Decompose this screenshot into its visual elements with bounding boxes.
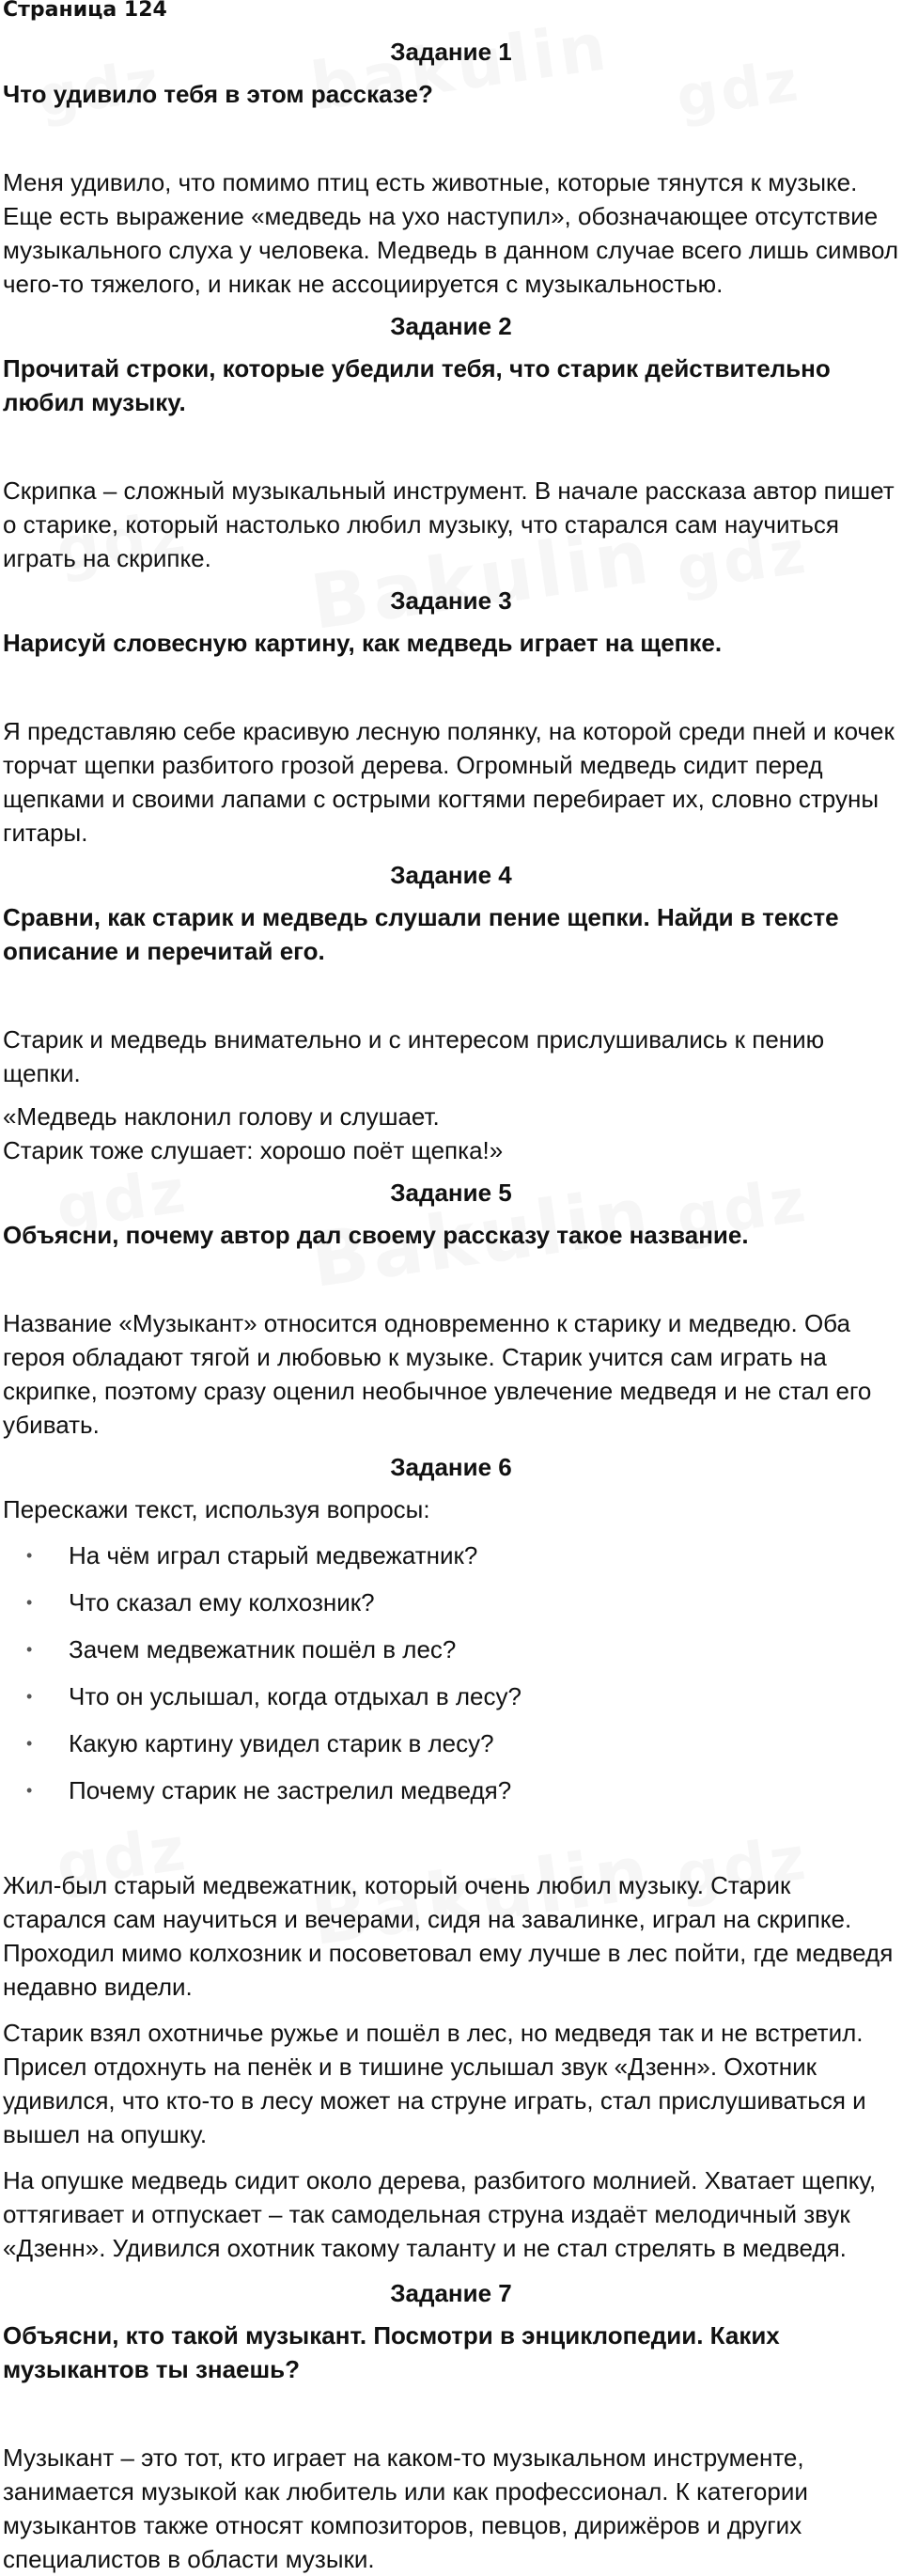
task-answer — [3, 1306, 899, 1442]
list-item: • Что сказал ему колхозник? — [3, 1579, 899, 1626]
retelling-paragraph: На опушке медведь сидит около дерева, разбитого молнией. Хватает щепку, оттягивает и отпускает – так самодельная струна издаёт мелодичный звук «Дзенн». Удивился охотник такому таланту и не стал стрелять в медведя. — [3, 2166, 877, 2262]
task-6 — [3, 1451, 899, 2265]
task-answer — [3, 474, 899, 575]
answer-paragraph: Музыкант – это тот, кто играет на каком-то музыкальном инструменте, занимается музыкой как любитель или как профессионал. К категории музыкантов также относят композиторов, певцов, дирижёров и других специалистов в области музыки. — [3, 2443, 808, 2573]
task-question: Прочитай строки, которые убедили тебя, что старик действительно любил музыку. — [3, 354, 831, 416]
task-title: Задание 4 — [390, 861, 512, 889]
quote-line: Старик тоже слушает: хорошо поёт щепка!» — [3, 1136, 504, 1164]
answer-paragraph: Название «Музыкант» относится одновременно к старику и медведю. Оба героя обладают тягой и любовью к музыке. Старик учится сам играть на скрипке, поэтому сразу оценил необычное увлечение медведя и не стал его убивать. — [3, 1309, 872, 1439]
task-title: Задание 3 — [390, 586, 512, 615]
list-item: • Что он услышал, когда отдыхал в лесу? — [3, 1673, 899, 1720]
task-title: Задание 1 — [390, 38, 512, 66]
task-question: Объясни, кто такой музыкант. Посмотри в энциклопедии. Каких музыкантов ты знаешь? — [3, 2321, 780, 2383]
task-answer — [3, 1023, 899, 1167]
task-title: Задание 5 — [390, 1179, 512, 1207]
task-4 — [3, 859, 899, 1167]
task-3 — [3, 585, 899, 850]
answer-paragraph: Я представляю себе красивую лесную полянку, на которой среди пней и кочек торчат щепки разбитого грозой дерева. Огромный медведь сидит перед щепками и своими лапами с острыми когтями перебирает их, словно струны гитары. — [3, 717, 895, 847]
task-question: Нарисуй словесную картину, как медведь играет на щепке. — [3, 629, 723, 657]
task-answer — [3, 2441, 899, 2576]
question-list — [3, 1532, 899, 1814]
task-question: Сравни, как старик и медведь слушали пение щепки. Найди в тексте описание и перечитай его. — [3, 903, 839, 965]
document-body — [3, 0, 899, 2576]
task-title: Задание 6 — [390, 1453, 512, 1481]
task-7 — [3, 2277, 899, 2576]
task-answer — [3, 165, 899, 301]
task-intro: Перескажи текст, используя вопросы: — [3, 1495, 430, 1523]
list-item: • Зачем медвежатник пошёл в лес? — [3, 1626, 899, 1673]
list-item: • На чём играл старый медвежатник? — [3, 1532, 899, 1579]
list-item: • Почему старик не застрелил медведя? — [3, 1767, 899, 1814]
task-answer — [3, 714, 899, 850]
answer-paragraph: Меня удивило, что помимо птиц есть животные, которые тянутся к музыке. Еще есть выражение «медведь на ухо наступил», обозначающее отсутствие музыкального слуха у человека. Медведь в данном случае всего лишь символ чего-то тяжелого, и никак не ассоциируется с музыкальностью. — [3, 168, 899, 298]
task-5 — [3, 1177, 899, 1442]
retelling — [3, 1868, 899, 2265]
answer-paragraph: Старик и медведь внимательно и с интересом прислушивались к пению щепки. — [3, 1025, 825, 1087]
page-label: Страница 124 — [3, 0, 167, 22]
task-title: Задание 2 — [390, 312, 512, 340]
quote-line: «Медведь наклонил голову и слушает. — [3, 1102, 440, 1131]
retelling-paragraph: Жил-был старый медвежатник, который очень любил музыку. Старик старался сам научиться и вечерами, сидя на завалинке, играл на скрипке. Проходил мимо колхозник и посоветовал ему лучше в лес пойти, где медведя недавно видели. — [3, 1871, 894, 2001]
task-question: Что удивило тебя в этом рассказе? — [3, 80, 433, 108]
task-title: Задание 7 — [390, 2279, 512, 2307]
task-question: Объясни, почему автор дал своему рассказу такое название. — [3, 1221, 749, 1249]
task-2 — [3, 310, 899, 575]
retelling-paragraph: Старик взял охотничье ружье и пошёл в лес, но медведя так и не встретил. Присел отдохнуть на пенёк и в тишине услышал звук «Дзенн». Охотник удивился, что кто-то в лесу может на струне играть, стал прислушиваться и вышел на опушку. — [3, 2019, 866, 2148]
task-1 — [3, 36, 899, 301]
answer-paragraph: Скрипка – сложный музыкальный инструмент. В начале рассказа автор пишет о старике, который настолько любил музыку, что старался сам научиться играть на скрипке. — [3, 476, 895, 572]
list-item: • Какую картину увидел старик в лесу? — [3, 1720, 899, 1767]
